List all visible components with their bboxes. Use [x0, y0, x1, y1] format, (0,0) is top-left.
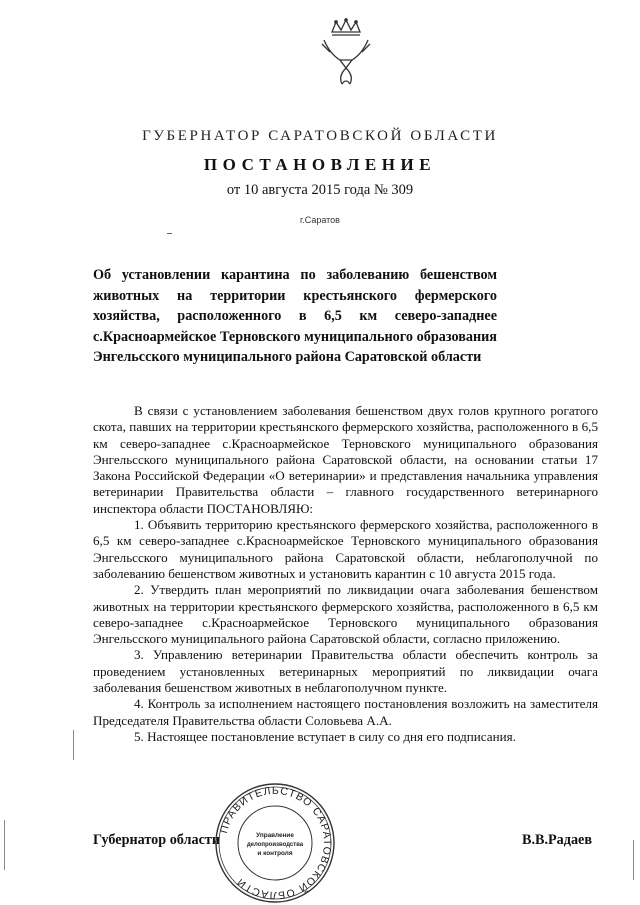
- document-body: [93, 403, 598, 745]
- document-type: ПОСТАНОВЛЕНИЕ: [203, 155, 437, 174]
- document-date-number: от 10 августа 2015 года № 309: [226, 182, 414, 198]
- scan-edge-mark: [4, 820, 5, 870]
- signatory-name: В.В.Радаев: [522, 832, 593, 848]
- stamp-inner-line-1: Управление: [256, 832, 294, 839]
- signatory-position: Губернатор области: [93, 832, 221, 848]
- stamp-inner-line-2: делопроизводства: [246, 842, 304, 848]
- preamble-paragraph: В связи с установлением заболевания бешенством двух голов крупного рогатого скота, павших на территории крестьянского фермерского хозяйства, расположенного в 6,5 км северо-западнее с.Красноармейское Терновского муниципального образования Энгельсского муниципального района Саратовской области, на основании статьи 17 Закона Российской Федерации «О ветеринарии» и представления начальника управления ветеринарии Правительства области – главного государственного ветеринарного инспектора области ПОСТАНОВЛЯЮ:: [93, 403, 598, 516]
- clause-1: 1. Объявить территорию крестьянского фермерского хозяйства, расположенного в 6,5 км северо-западнее с.Красноармейское Терновского муниципального образования Энгельсского муниципального района Саратовской области, неблагополучной по заболеванию бешенством животных и установить карантин с 10 августа 2015 года.: [93, 517, 598, 581]
- clause-2: 2. Утвердить план мероприятий по ликвидации очага заболевания бешенством животных на территории крестьянского фермерского хозяйства, расположенного в 6,5 км северо-западнее с.Красноармейское Терновского муниципального образования Энгельсского муниципального района Саратовской области, согласно приложению.: [93, 582, 598, 647]
- scan-mark: [167, 233, 172, 234]
- clause-4: 4. Контроль за исполнением настоящего постановления возложить на заместителя Председателя Правительства области Соловьева А.А.: [93, 696, 598, 728]
- issuing-authority: ГУБЕРНАТОР САРАТОВСКОЙ ОБЛАСТИ: [142, 128, 498, 144]
- stamp-inner-line-3: и контроля: [257, 850, 293, 857]
- scan-edge-mark: [633, 840, 634, 880]
- document-title: Об установлении карантина по заболеванию бешенством животных на территории крестьянского фермерского хозяйства, расположенного в 6,5 км северо-западнее с.Красноармейское Терновского муниципального образования Энгельсского муниципального района Саратовской области: [93, 267, 497, 365]
- stamp-outer-text: ПРАВИТЕЛЬСТВО САРАТОВСКОЙ ОБЛАСТИ: [218, 784, 334, 902]
- official-stamp-icon: [214, 782, 336, 904]
- coat-of-arms-icon: [318, 18, 374, 88]
- document-city: г.Саратов: [300, 215, 340, 225]
- scan-edge-mark: [73, 730, 74, 760]
- clause-5: 5. Настоящее постановление вступает в силу со дня его подписания.: [134, 728, 516, 744]
- clause-3: 3. Управлению ветеринарии Правительства области обеспечить контроль за проведением установленных ветеринарных мероприятий по ликвидации очага заболевания бешенством животных в неблагополучном пункте.: [93, 647, 598, 696]
